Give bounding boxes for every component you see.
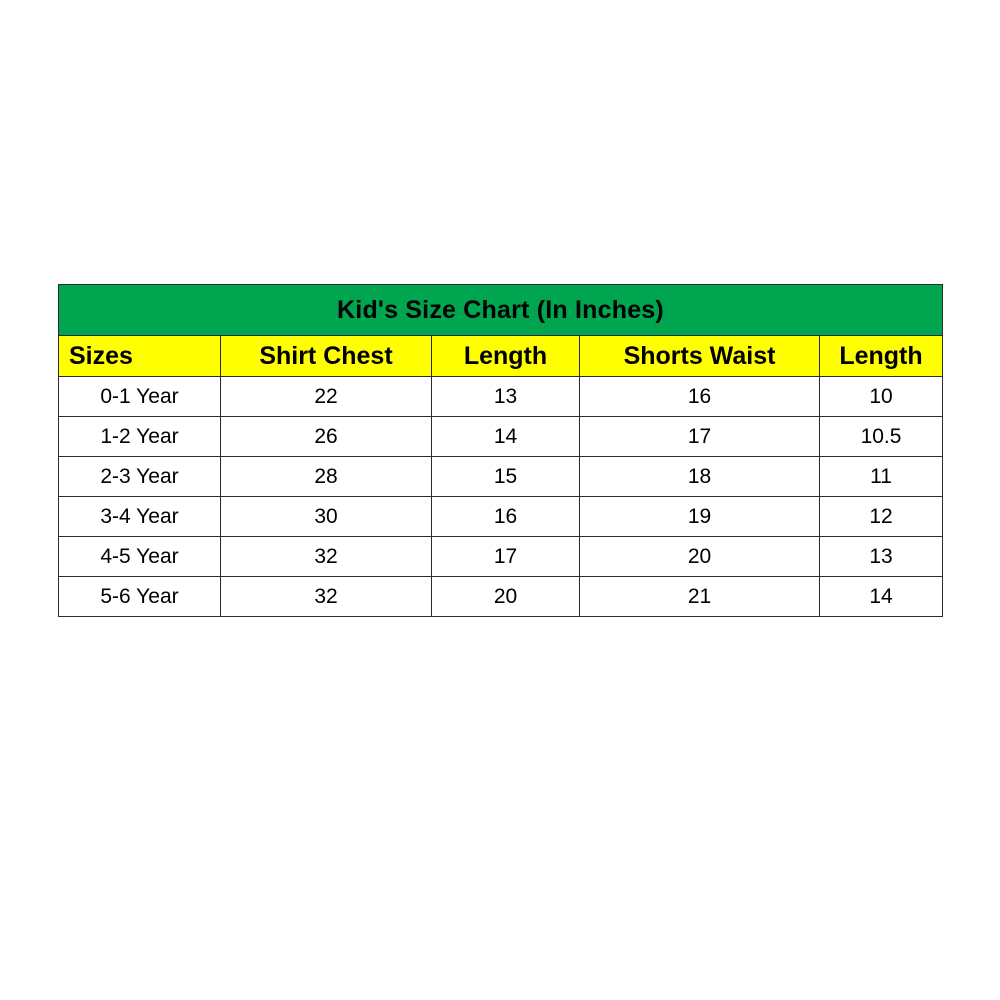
cell-shorts-waist: 18 — [580, 457, 820, 497]
cell-shorts-length: 13 — [820, 537, 943, 577]
column-header-shirt-chest: Shirt Chest — [221, 336, 432, 377]
cell-shorts-length: 14 — [820, 577, 943, 617]
cell-size: 5-6 Year — [59, 577, 221, 617]
cell-shirt-chest: 28 — [221, 457, 432, 497]
table-row — [59, 537, 943, 577]
table-header-row — [59, 336, 943, 377]
cell-shirt-chest: 30 — [221, 497, 432, 537]
cell-shorts-waist: 17 — [580, 417, 820, 457]
cell-size: 4-5 Year — [59, 537, 221, 577]
cell-size: 2-3 Year — [59, 457, 221, 497]
kids-size-chart-table — [58, 284, 943, 617]
cell-shorts-length: 11 — [820, 457, 943, 497]
column-header-shirt-length: Length — [432, 336, 580, 377]
chart-title: Kid's Size Chart (In Inches) — [59, 285, 943, 336]
table-row — [59, 417, 943, 457]
cell-size: 1-2 Year — [59, 417, 221, 457]
cell-shirt-length: 13 — [432, 377, 580, 417]
cell-shorts-length: 10.5 — [820, 417, 943, 457]
column-header-shorts-waist: Shorts Waist — [580, 336, 820, 377]
size-chart-container — [58, 284, 942, 617]
cell-shirt-length: 14 — [432, 417, 580, 457]
cell-shorts-waist: 21 — [580, 577, 820, 617]
cell-shirt-chest: 26 — [221, 417, 432, 457]
column-header-sizes: Sizes — [59, 336, 221, 377]
cell-shirt-length: 15 — [432, 457, 580, 497]
cell-shirt-chest: 22 — [221, 377, 432, 417]
table-title-row — [59, 285, 943, 336]
table-row — [59, 577, 943, 617]
cell-size: 0-1 Year — [59, 377, 221, 417]
table-row — [59, 457, 943, 497]
column-header-shorts-length: Length — [820, 336, 943, 377]
cell-shorts-waist: 16 — [580, 377, 820, 417]
table-row — [59, 377, 943, 417]
cell-shirt-chest: 32 — [221, 537, 432, 577]
cell-shirt-length: 16 — [432, 497, 580, 537]
cell-shirt-length: 17 — [432, 537, 580, 577]
cell-shorts-length: 10 — [820, 377, 943, 417]
cell-shorts-length: 12 — [820, 497, 943, 537]
cell-size: 3-4 Year — [59, 497, 221, 537]
cell-shorts-waist: 19 — [580, 497, 820, 537]
cell-shirt-chest: 32 — [221, 577, 432, 617]
cell-shirt-length: 20 — [432, 577, 580, 617]
table-row — [59, 497, 943, 537]
cell-shorts-waist: 20 — [580, 537, 820, 577]
